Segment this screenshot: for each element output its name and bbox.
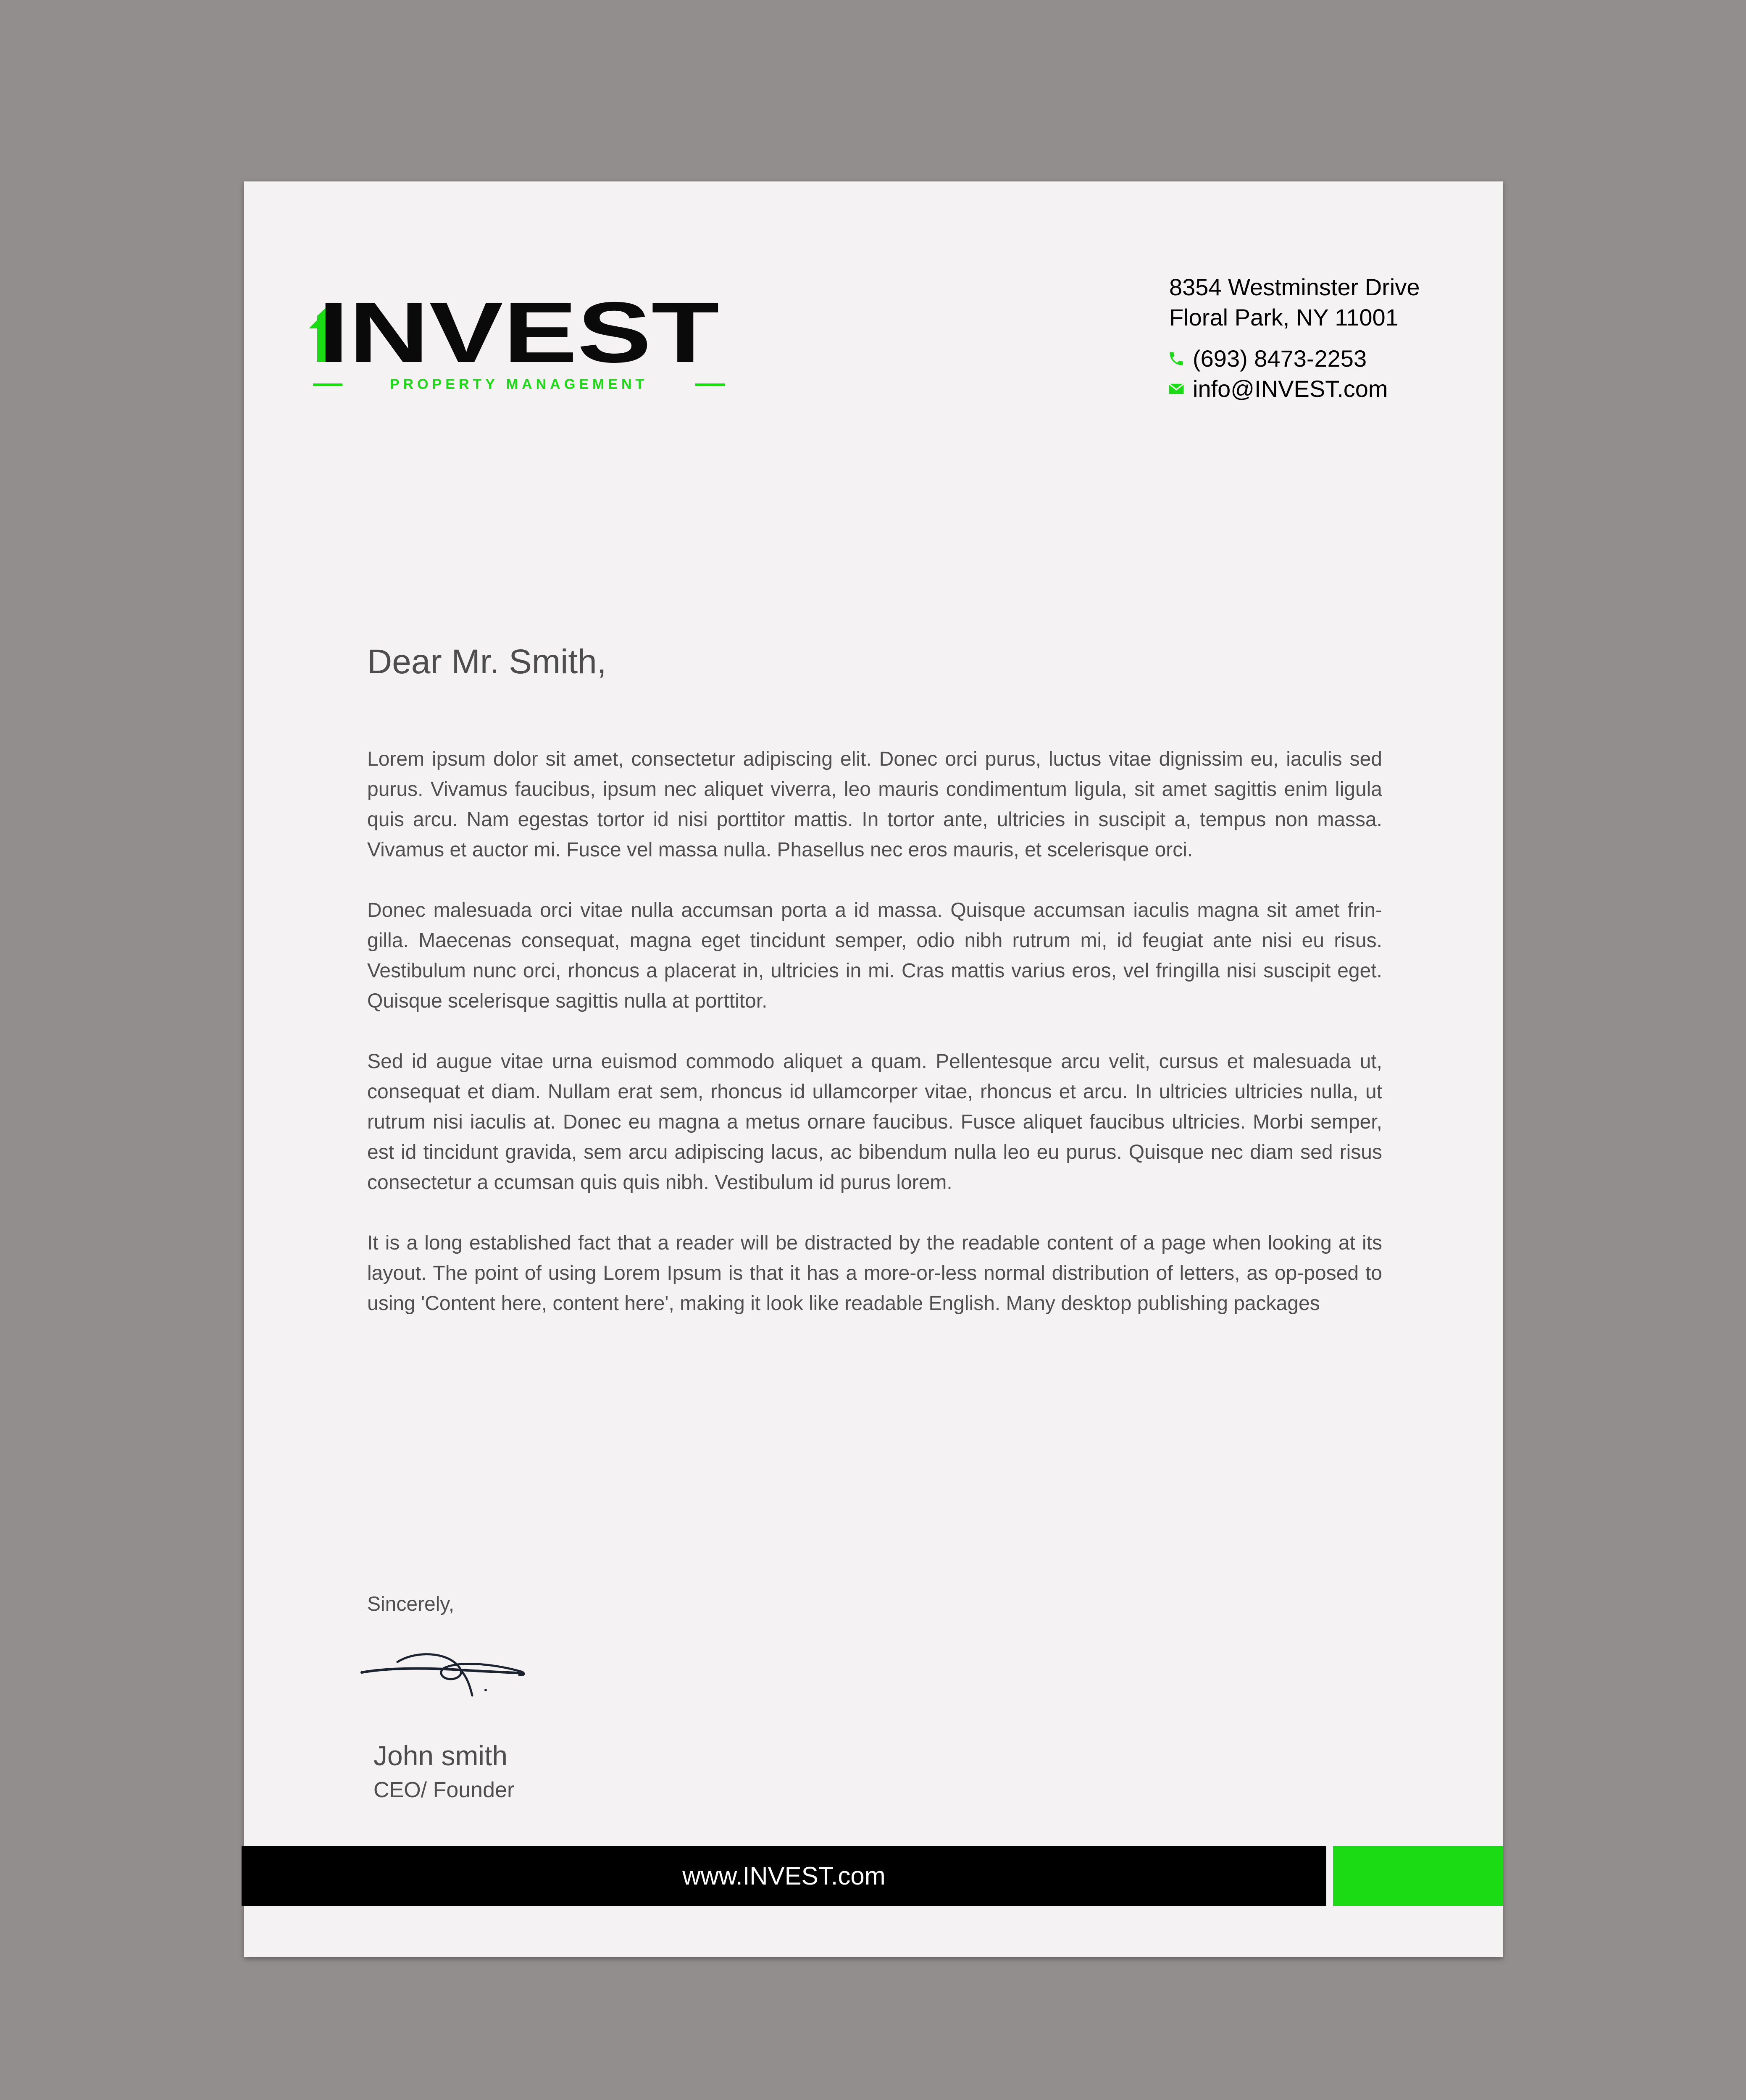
closing: Sincerely, <box>367 1593 455 1615</box>
phone-number: (693) 8473-2253 <box>1193 345 1367 372</box>
signer-name: John smith <box>373 1740 508 1771</box>
address-line-1: 8354 Westminster Drive <box>1169 274 1420 300</box>
greeting: Dear Mr. Smith, <box>367 643 607 681</box>
paragraph: Donec malesuada orci vitae nulla accumsan porta a id massa. Quisque accumsan iaculis magna sit amet frin-gilla. Maecenas consequat, magna eget tincidunt semper, odio nibh rutrum mi, id feugiat ante nisi eu risus. Vestibulum nunc orci, rhoncus a placerat in, ultricies in mi. Cras mattis varius eros, vel fringilla nisi suscipit eget. Quisque scelerisque sagittis nulla at porttitor. <box>367 899 1382 1012</box>
paragraph: Lorem ipsum dolor sit amet, consectetur adipiscing elit. Donec orci purus, luctus vitae dignissim eu, iaculis sed purus. Vivamus faucibus, ipsum nec aliquet viverra, leo mauris condimentum ligula, sit amet sagittis enim ligula quis arcu. Nam egestas tortor id nisi porttitor mattis. In tortor ante, ultricies in suscipit a, tempus non massa. Vivamus et auctor mi. Fusce vel massa nulla. Phasellus nec eros mauris, et scelerisque orci. <box>367 748 1382 861</box>
signature <box>360 1626 536 1719</box>
email-address: info@INVEST.com <box>1193 375 1388 402</box>
footer-bar <box>242 1846 1326 1906</box>
signer-title: CEO/ Founder <box>373 1778 515 1802</box>
contact-block <box>1169 272 1420 404</box>
letter-body <box>367 744 1382 1349</box>
phone-icon <box>1168 350 1185 368</box>
envelope-icon <box>1168 380 1185 398</box>
paragraph: It is a long established fact that a reader will be distracted by the readable content of a page when looking at its layout. The point of using Lorem Ipsum is that it has a more-or-less normal distribution of letters, as op-posed to using 'Content here, content here', making it look like readable English. Many desktop publishing packages <box>367 1232 1382 1315</box>
address-line-2: Floral Park, NY 11001 <box>1169 304 1399 331</box>
logo-tagline: PROPERTY MANAGEMENT <box>389 376 648 392</box>
paragraph: Sed id augue vitae urna euismod commodo aliquet a quam. Pellentesque arcu velit, cursus et malesuada ut, consequat et diam. Nullam erat sem, rhoncus id ullamcorper vitae, rhoncus et arcu. In ultricies ultricies nulla, ut rutrum nisi iaculis at. Donec eu magna a metus ornare faucibus. Fusce aliquet faucibus ultricies. Morbi semper, est id tincidunt gravida, sem arcu adipiscing lacus, ac bibendum nulla leo eu purus. Quisque nec diam sed risus consectetur a ccumsan quis quis nibh. Vestibulum id purus lorem. <box>367 1050 1382 1194</box>
letterhead-page <box>244 181 1503 1957</box>
company-logo <box>309 284 729 392</box>
footer-website: www.INVEST.com <box>682 1862 886 1890</box>
logo-word: INVEST <box>318 284 719 381</box>
footer-accent-block <box>1333 1846 1503 1906</box>
